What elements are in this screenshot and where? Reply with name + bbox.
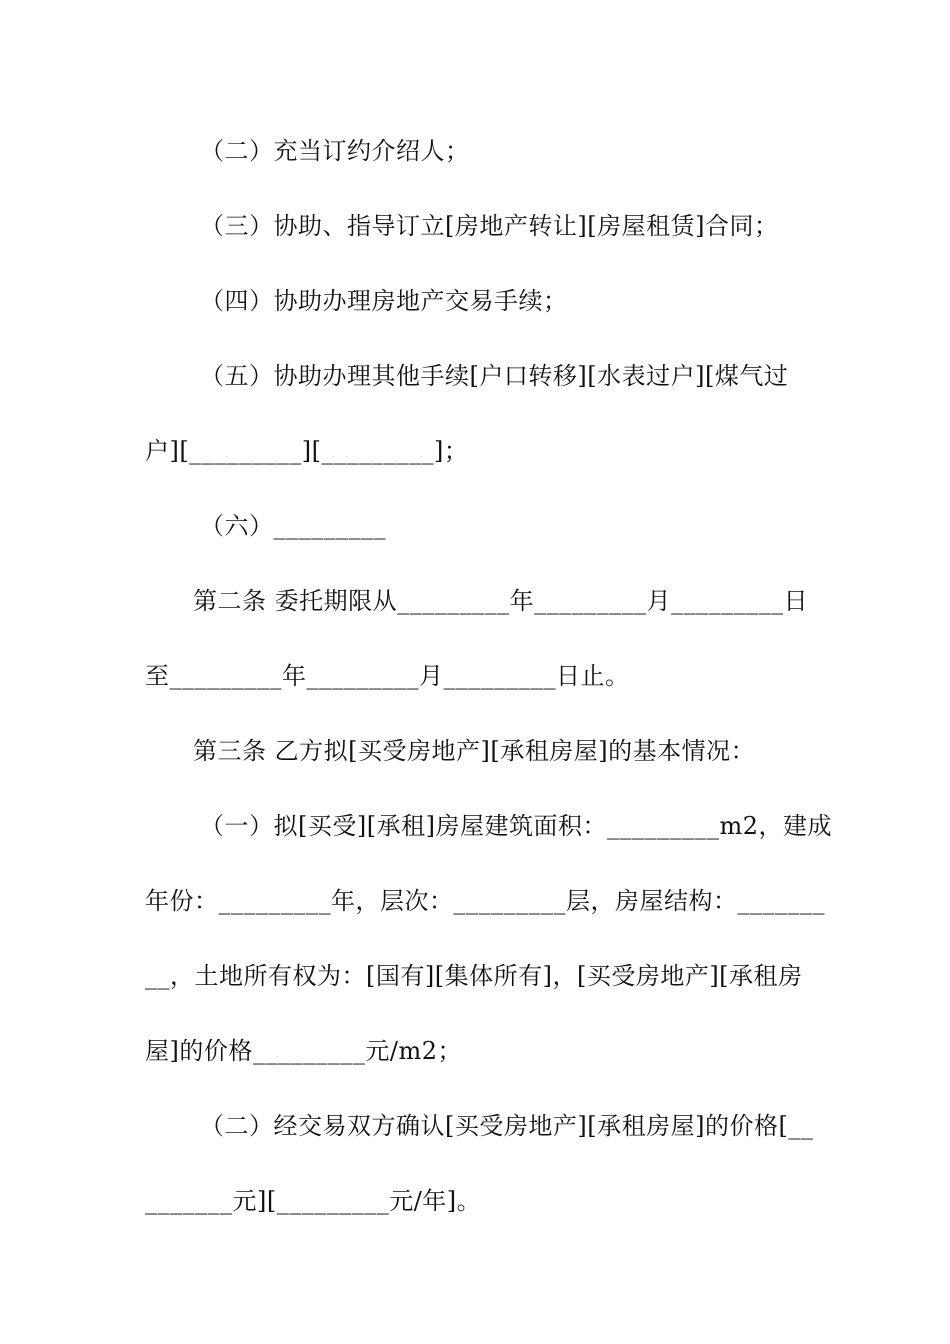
clause-item-2: （二）充当订约介绍人； [200, 137, 470, 165]
clause-item-5: （五）协助办理其他手续[户口转移][水表过户][煤气过 [200, 362, 789, 390]
article-2-term: 第二条 委托期限从_________年_________月_________日 [193, 587, 809, 615]
clause-item-4: （四）协助办理房地产交易手续； [200, 287, 568, 315]
article-3-heading: 第三条 乙方拟[买受房地产][承租房屋]的基本情况： [193, 737, 756, 765]
clause-item-6: （六）_________ [200, 512, 386, 540]
article-3-item-2-continued: _______元][_________元/年]。 [145, 1187, 482, 1215]
clause-item-3: （三）协助、指导订立[房地产转让][房屋租赁]合同； [200, 212, 779, 240]
article-3-item-1-line-2: 年份：_________年，层次：_________层，房屋结构：_______ [145, 887, 825, 915]
article-3-item-2: （二）经交易双方确认[买受房地产][承租房屋]的价格[__ [200, 1112, 814, 1140]
article-3-item-1-line-3: __，土地所有权为：[国有][集体所有]，[买受房地产][承租房 [145, 962, 803, 990]
article-3-item-1-line-4: 屋]的价格_________元/m2； [145, 1037, 462, 1065]
clause-item-5-continued: 户][_________][_________]； [145, 437, 469, 465]
article-3-item-1: （一）拟[买受][承租]房屋建筑面积：_________m2，建成 [200, 812, 832, 840]
article-2-term-continued: 至_________年_________月_________日止。 [145, 662, 630, 690]
